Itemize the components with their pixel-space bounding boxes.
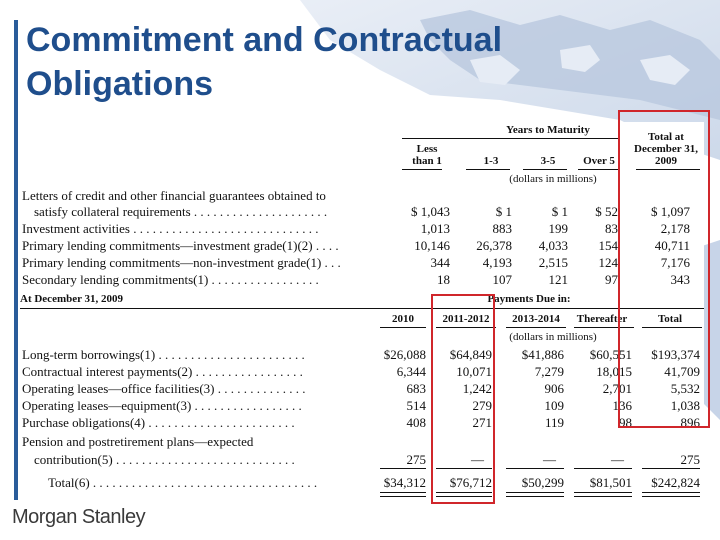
cell: 97 <box>605 272 618 287</box>
cell: 344 <box>430 255 450 270</box>
cell: 5,532 <box>670 381 700 396</box>
row-label-line1: Pension and postretirement plans—expected <box>22 434 254 449</box>
page-title <box>26 18 502 106</box>
cell: 98 <box>619 415 632 430</box>
cell: 107 <box>492 272 512 287</box>
row-label-line1: Letters of credit and other financial guarantees obtained to <box>22 188 326 203</box>
cell: 683 <box>406 381 426 396</box>
header-rule <box>402 138 618 139</box>
col-over-5: Over 5 <box>583 155 615 167</box>
col-rule <box>402 169 442 170</box>
col-thereafter: Thereafter <box>576 313 628 325</box>
sum-rule <box>506 468 564 469</box>
row-label: Contractual interest payments(2) . . . . . . . . . . . . . . . . . <box>22 364 303 379</box>
cell-total: $81,501 <box>589 475 632 490</box>
cell: 408 <box>406 415 426 430</box>
cell: $ 1 <box>495 204 512 219</box>
cell-total: $34,312 <box>383 475 426 490</box>
col-rule <box>506 327 566 328</box>
cell: 275 <box>406 452 426 467</box>
cell: 343 <box>670 272 690 287</box>
cell: 109 <box>544 398 564 413</box>
col-rule <box>578 169 618 170</box>
cell: 279 <box>472 398 492 413</box>
cell: 1,242 <box>462 381 492 396</box>
col-rule <box>523 169 567 170</box>
cell: $ 1 <box>551 204 568 219</box>
row-label: Operating leases—equipment(3) . . . . . . . . . . . . . . . . . <box>22 398 302 413</box>
cell: 4,033 <box>538 238 568 253</box>
cell: — <box>543 452 556 467</box>
cell: 10,071 <box>456 364 492 379</box>
cell: 83 <box>605 221 618 236</box>
cell: 896 <box>680 415 700 430</box>
cell: 883 <box>492 221 512 236</box>
cell: $ 1,043 <box>411 204 450 219</box>
table2-units: (dollars in millions) <box>509 331 597 343</box>
cell: $26,088 <box>383 347 426 362</box>
cell: 41,709 <box>664 364 700 379</box>
2011-2012-column-highlight <box>431 294 495 504</box>
date-label: At December 31, 2009 <box>20 293 124 305</box>
col-3-5: 3-5 <box>540 155 556 167</box>
cell: 275 <box>680 452 700 467</box>
col-2013-2014: 2013-2014 <box>512 313 560 325</box>
col-rule <box>380 327 426 328</box>
row-label: satisfy collateral requirements . . . . . . . . . . . . . . . . . . . . . <box>34 204 328 219</box>
row-label: Investment activities . . . . . . . . . . . . . . . . . . . . . . . . . . . . . <box>22 221 319 236</box>
cell: $193,374 <box>651 347 700 362</box>
cell-total: $242,824 <box>651 475 700 490</box>
col-less-than-1-line2: than 1 <box>412 155 442 167</box>
cell: 18 <box>437 272 450 287</box>
table1-units: (dollars in millions) <box>509 173 597 185</box>
title-line-2: Obligations <box>26 65 213 103</box>
cell: 2,701 <box>602 381 632 396</box>
cell: 18,015 <box>596 364 632 379</box>
cell: 2,515 <box>538 255 568 270</box>
cell: 6,344 <box>396 364 426 379</box>
cell: 906 <box>544 381 564 396</box>
col-total: Total <box>657 313 683 325</box>
cell-total: $76,712 <box>449 475 492 490</box>
cell: 271 <box>472 415 492 430</box>
cell: 124 <box>598 255 618 270</box>
cell: 10,146 <box>414 238 450 253</box>
col-total-line1: Total at <box>648 131 684 143</box>
cell: $41,886 <box>521 347 564 362</box>
cell: 514 <box>406 398 426 413</box>
cell: — <box>471 452 484 467</box>
col-total-line3: 2009 <box>655 155 677 167</box>
total-double-rule <box>642 492 700 497</box>
cell: 154 <box>598 238 618 253</box>
cell: 1,013 <box>420 221 450 236</box>
total-column-highlight <box>618 110 710 428</box>
cell: $ 1,097 <box>651 204 690 219</box>
total-double-rule <box>574 492 632 497</box>
total-double-rule <box>506 492 564 497</box>
col-2011-2012: 2011-2012 <box>442 313 490 325</box>
title-line-1: Commitment and Contractual <box>26 21 503 59</box>
cell: $60,551 <box>589 347 632 362</box>
row-label: contribution(5) . . . . . . . . . . . . . . . . . . . . . . . . . . . . <box>34 452 295 467</box>
obligations-document <box>18 122 704 500</box>
row-label: Long-term borrowings(1) . . . . . . . . . . . . . . . . . . . . . . . <box>22 347 305 362</box>
cell: 136 <box>612 398 632 413</box>
cell: 40,711 <box>654 238 690 253</box>
col-total-line2: December 31, <box>634 143 698 155</box>
col-2010: 2010 <box>392 313 414 325</box>
row-label: Operating leases—office facilities(3) . . . . . . . . . . . . . . <box>22 381 306 396</box>
sum-rule <box>380 468 426 469</box>
cell: 2,178 <box>660 221 690 236</box>
cell: 121 <box>548 272 568 287</box>
cell: 199 <box>548 221 568 236</box>
row-label: Primary lending commitments—non-investment grade(1) . . . <box>22 255 341 270</box>
cell: 26,378 <box>476 238 512 253</box>
cell: — <box>611 452 624 467</box>
cell-total: $50,299 <box>521 475 564 490</box>
cell: 7,279 <box>534 364 564 379</box>
row-label-total: Total(6) . . . . . . . . . . . . . . . . . . . . . . . . . . . . . . . . . . . <box>48 475 318 490</box>
col-less-than-1-line1: Less <box>416 143 438 155</box>
sum-rule <box>642 468 700 469</box>
payments-due-header: Payments Due in: <box>487 293 571 305</box>
total-double-rule <box>380 492 426 497</box>
years-to-maturity-header: Years to Maturity <box>506 124 590 136</box>
row-label: Secondary lending commitments(1) . . . . . . . . . . . . . . . . . <box>22 272 319 287</box>
row-label: Purchase obligations(4) . . . . . . . . . . . . . . . . . . . . . . . <box>22 415 295 430</box>
cell: 119 <box>544 415 564 430</box>
morgan-stanley-logo: Morgan Stanley <box>12 506 146 528</box>
header-rule <box>20 308 380 309</box>
cell: 1,038 <box>670 398 700 413</box>
cell: 4,193 <box>482 255 512 270</box>
row-label: Primary lending commitments—investment grade(1)(2) . . . . <box>22 238 339 253</box>
cell: $64,849 <box>449 347 492 362</box>
col-rule <box>466 169 510 170</box>
col-1-3: 1-3 <box>483 155 499 167</box>
cell: $ 52 <box>595 204 618 219</box>
cell: 7,176 <box>660 255 690 270</box>
sum-rule <box>574 468 632 469</box>
